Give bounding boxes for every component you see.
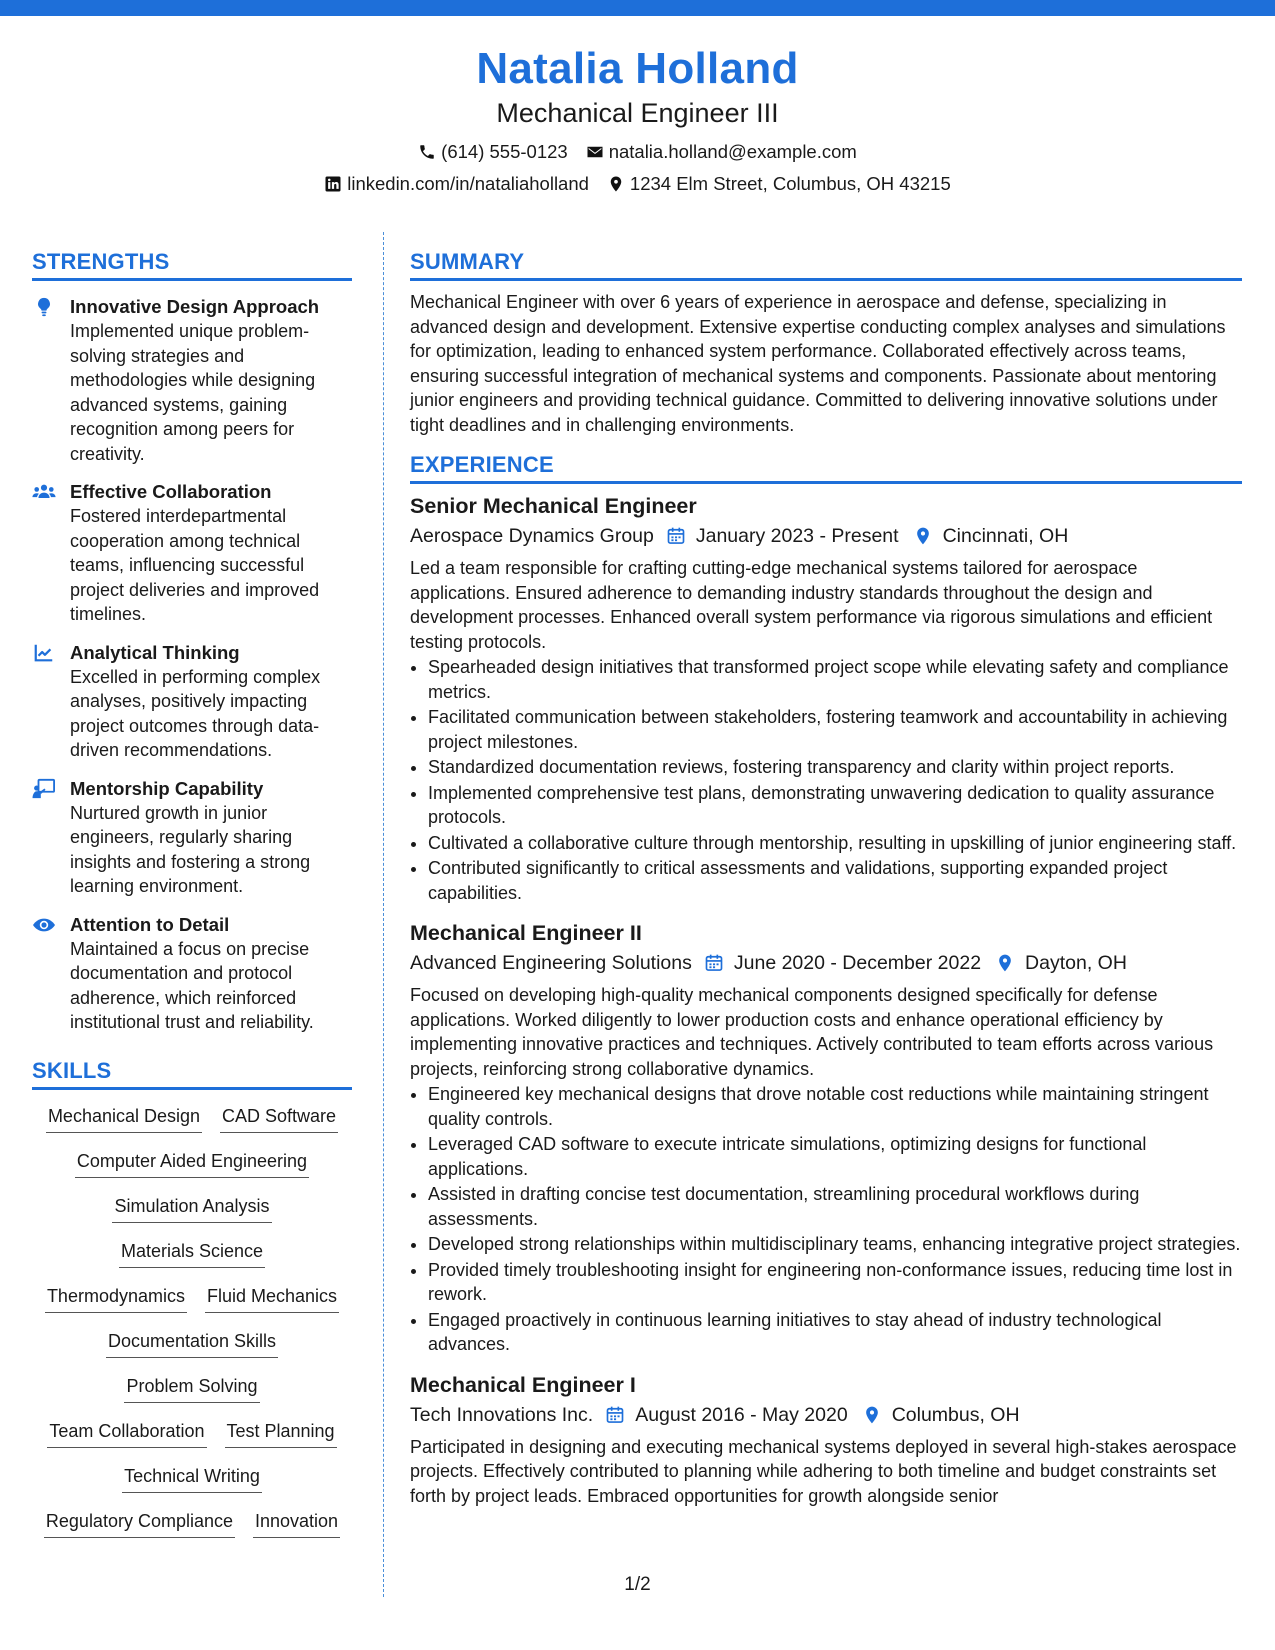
- strength-title: Attention to Detail: [70, 913, 230, 935]
- experience-section: [410, 451, 1242, 1508]
- calendar-icon: [605, 1405, 625, 1425]
- skill-tag: Problem Solving: [124, 1374, 259, 1403]
- strength-desc: Maintained a focus on precise documentation and protocol adherence, which reinforced institutional trust and reliability.: [70, 938, 314, 1032]
- phone-contact[interactable]: [418, 140, 568, 164]
- job-bullet: • Implemented comprehensive test plans, demonstrating unwavering dedication to quality assurance protocols.: [428, 781, 1242, 830]
- job-meta: [410, 1401, 1242, 1429]
- map-pin-icon: [913, 526, 933, 546]
- phone-text: (614) 555-0123: [441, 141, 568, 162]
- job-dates: January 2023 - Present: [695, 525, 899, 547]
- job-entry: [410, 492, 1242, 905]
- strength-title: Innovative Design Approach: [70, 296, 320, 317]
- skills-heading: SKILLS: [32, 1057, 352, 1090]
- skill-tag: Test Planning: [225, 1419, 337, 1448]
- skill-row: [32, 1419, 352, 1464]
- job-description: Participated in designing and executing mechanical systems deployed in several high-stakes aerospace projects. Effectively contributed to planning while adhering to both timeline and budget constraints set forth by project leads. Embraced opportunities for growth alongside senior: [410, 1436, 1237, 1506]
- candidate-title: Mechanical Engineer III: [496, 98, 779, 128]
- job-entry: [410, 1371, 1242, 1509]
- job-company: Tech Innovations Inc.: [410, 1403, 594, 1426]
- calendar-icon: [704, 953, 724, 973]
- map-pin-icon: [862, 1405, 882, 1425]
- skill-row: [32, 1104, 352, 1149]
- contact-row-1: [0, 140, 1275, 164]
- job-description: Focused on developing high-quality mechanical components designed specifically for defense applications. Worked diligently to lower production costs and enhance operational efficiency by implementing innovative practices and techniques. Actively contributed to team efforts across various projects, reinforcing strong collaborative dynamics.: [410, 985, 1214, 1079]
- job-bullet: • Facilitated communication between stakeholders, fostering teamwork and accountability in achieving project milestones.: [428, 705, 1242, 754]
- job-title: Mechanical Engineer I: [410, 1372, 636, 1397]
- strength-desc: Fostered interdepartmental cooperation among technical teams, influencing successful project deliveries and improved timelines.: [70, 506, 320, 624]
- skill-row: [32, 1329, 352, 1374]
- experience-heading: EXPERIENCE: [410, 451, 1242, 484]
- skill-row: [32, 1374, 352, 1419]
- job-bullet: • Standardized documentation reviews, fostering transparency and clarity within project reports.: [428, 755, 1242, 780]
- lightbulb-icon: [32, 296, 56, 318]
- linkedin-text: linkedin.com/in/nataliaholland: [347, 173, 589, 194]
- strength-desc: Nurtured growth in junior engineers, regularly sharing insights and fostering a strong learning environment.: [70, 802, 311, 896]
- strength-title: Mentorship Capability: [70, 777, 264, 799]
- strength-item: [32, 295, 352, 466]
- skill-tag: Regulatory Compliance: [44, 1509, 235, 1538]
- skill-tag: Innovation: [253, 1509, 340, 1538]
- skill-tag: Materials Science: [119, 1239, 265, 1268]
- skill-row: [32, 1149, 352, 1194]
- job-bullet: • Engaged proactively in continuous learning initiatives to stay ahead of industry technological advances.: [428, 1308, 1242, 1357]
- job-bullet: • Assisted in drafting concise test documentation, streamlining procedural workflows during assessments.: [428, 1182, 1242, 1231]
- teacher-icon: [32, 778, 56, 800]
- address-contact: [607, 172, 951, 196]
- address-text: 1234 Elm Street, Columbus, OH 43215: [629, 173, 951, 194]
- skill-tag: Simulation Analysis: [112, 1194, 271, 1223]
- column-divider: [383, 232, 384, 1597]
- strength-desc: Excelled in performing complex analyses, positively impacting project outcomes through data-driven recommendations.: [70, 666, 321, 760]
- skill-row: [32, 1194, 352, 1239]
- summary-heading: SUMMARY: [410, 248, 1242, 281]
- strength-item: [32, 913, 352, 1035]
- job-bullet: • Leveraged CAD software to execute intricate simulations, optimizing designs for functional applications.: [428, 1132, 1242, 1181]
- skill-tag: CAD Software: [220, 1104, 338, 1133]
- strength-item: [32, 641, 352, 763]
- chart-line-icon: [32, 642, 56, 664]
- job-title: Senior Mechanical Engineer: [410, 494, 697, 518]
- calendar-icon: [666, 526, 686, 546]
- strengths-heading: STRENGTHS: [32, 248, 352, 281]
- strength-desc: Implemented unique problem-solving strategies and methodologies while designing advanced systems, gaining recognition among peers for creativity.: [70, 321, 316, 464]
- users-icon: [32, 481, 56, 503]
- job-location: Cincinnati, OH: [942, 525, 1069, 547]
- skill-tag: Computer Aided Engineering: [75, 1149, 309, 1178]
- linkedin-contact[interactable]: [324, 172, 589, 196]
- eye-icon: [32, 914, 56, 936]
- skill-row: [32, 1239, 352, 1284]
- skill-row: [32, 1464, 352, 1509]
- skill-tag: Team Collaboration: [47, 1419, 206, 1448]
- job-company: Aerospace Dynamics Group: [410, 525, 654, 547]
- job-dates: August 2016 - May 2020: [635, 1403, 848, 1426]
- skill-tag: Documentation Skills: [106, 1329, 278, 1358]
- page-number: 1/2: [624, 1574, 651, 1595]
- strength-title: Effective Collaboration: [70, 481, 272, 502]
- job-location: Dayton, OH: [1025, 952, 1127, 974]
- skill-tag: Technical Writing: [122, 1464, 262, 1493]
- skill-tag: Fluid Mechanics: [205, 1284, 339, 1313]
- top-accent-bar: [0, 0, 1275, 16]
- skills-list: [32, 1104, 352, 1554]
- job-dates: June 2020 - December 2022: [733, 952, 982, 974]
- job-meta: [410, 949, 1242, 977]
- email-contact[interactable]: [586, 140, 857, 164]
- resume-header: [0, 42, 1275, 196]
- job-bullets: [410, 1082, 1242, 1357]
- strength-item: [32, 777, 352, 899]
- job-title: Mechanical Engineer II: [410, 921, 642, 945]
- map-pin-icon: [607, 175, 625, 193]
- skill-tag: Thermodynamics: [45, 1284, 187, 1313]
- right-column: [410, 248, 1242, 1508]
- summary-text: Mechanical Engineer with over 6 years of experience in aerospace and defense, specializing in advanced design and development. Extensive expertise conducting complex analyses and simulations for optimization, leading to enhanced system performance. Collaborated effectively across teams, ensuring successful integration of mechanical systems and components. Passionate about mentoring junior engineers and providing technical guidance. Committed to delivering innovative solutions under tight deadlines and in challenging environments.: [410, 292, 1226, 435]
- envelope-icon: [586, 143, 604, 161]
- contact-row-2: [0, 172, 1275, 196]
- skill-row: [32, 1509, 352, 1554]
- job-bullets: [410, 655, 1242, 905]
- linkedin-icon: [324, 175, 342, 193]
- job-bullet: • Engineered key mechanical designs that drove notable cost reductions while maintaining stringent quality controls.: [428, 1082, 1242, 1131]
- candidate-name: Natalia Holland: [476, 44, 799, 93]
- job-location: Columbus, OH: [891, 1403, 1020, 1426]
- skill-row: [32, 1284, 352, 1329]
- job-description: Led a team responsible for crafting cutting-edge mechanical systems tailored for aerospace applications. Ensured adherence to demanding industry standards throughout the design and development processes. Enhanced overall system performance via rigorous simulations and efficient testing protocols.: [410, 558, 1213, 652]
- job-bullet: • Contributed significantly to critical assessments and validations, supporting expanded project capabilities.: [428, 856, 1242, 905]
- job-entry: [410, 919, 1242, 1357]
- skill-tag: Mechanical Design: [46, 1104, 202, 1133]
- email-text: natalia.holland@example.com: [608, 141, 857, 162]
- job-company: Advanced Engineering Solutions: [410, 952, 692, 974]
- left-column: [32, 248, 352, 1554]
- map-pin-icon: [995, 953, 1015, 973]
- job-bullet: • Cultivated a collaborative culture through mentorship, resulting in upskilling of junior engineering staff.: [428, 831, 1242, 856]
- job-bullet: • Provided timely troubleshooting insight for engineering non-conformance issues, reducing time lost in rework.: [428, 1258, 1242, 1307]
- job-bullet: • Developed strong relationships within multidisciplinary teams, enhancing integrative project strategies.: [428, 1232, 1242, 1257]
- strength-item: [32, 480, 352, 627]
- job-bullet: • Spearheaded design initiatives that transformed project scope while elevating safety and compliance metrics.: [428, 655, 1242, 704]
- strength-title: Analytical Thinking: [70, 641, 240, 663]
- phone-icon: [418, 143, 436, 161]
- job-meta: [410, 522, 1242, 550]
